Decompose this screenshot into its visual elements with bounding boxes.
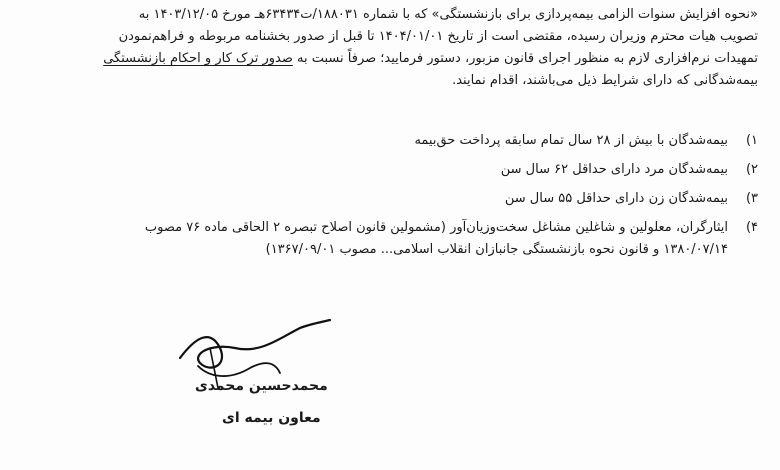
paragraph-line: تصویب هیات محترم وزیران رسیده، مقتضی است از تاریخ ۱۴۰۴/۰۱/۰۱ تا قبل از صدور بخشنامه مربوطه و فراهم‌نمودن [118, 29, 758, 44]
item-text: بیمه‌شدگان زن دارای حداقل ۵۵ سال سن [504, 191, 728, 206]
list-item [18, 188, 758, 210]
item-number: ۳) [745, 191, 758, 206]
item-number: ۱) [745, 133, 758, 148]
paragraph-line: «نحوه افزایش سنوات الزامی بیمه‌پردازی برای بازنشستگی» که با شماره ۱۸۸۰۳۱/ت۶۳۴۳۴هـ مورخ ۱۴۰۳/۱۲/۰۵ به [138, 7, 758, 22]
item-text: بیمه‌شدگان با بیش از ۲۸ سال تمام سابقه پرداخت حق‌بیمه [414, 133, 728, 148]
paragraph-line: بیمه‌شدگانی که دارای شرایط ذیل می‌باشند، اقدام نمایند. [452, 73, 758, 88]
signatory-title: معاون بیمه ای [222, 410, 321, 426]
item-number: ۲) [745, 162, 758, 177]
list-item [18, 130, 758, 152]
signatory-name: محمدحسین محمدی [195, 378, 328, 394]
paragraph-line [18, 48, 758, 70]
list-item [18, 159, 758, 181]
underlined-phrase: صدور ترک کار و احکام بازنشستگی [103, 51, 293, 66]
paragraph-text: تمهیدات نرم‌افزاری لازم به منظور اجرای قانون مزبور، دستور فرمایید؛ صرفاً نسبت به [292, 51, 758, 66]
item-line: ایثارگران، معلولین و شاغلین مشاغل سخت‌وزیان‌آور (مشمولین قانون اصلاح تبصره ۲ الحاقی ماده ۷۶ مصوب [144, 220, 728, 235]
item-text [18, 217, 728, 261]
item-line: ۱۳۸۰/۰۷/۱۴ و قانون نحوه بازنشستگی جانبازان انقلاب اسلامی... مصوب ۱۳۶۷/۰۹/۰۱) [265, 242, 728, 257]
item-number: ۴) [745, 220, 758, 235]
list-item [18, 217, 758, 261]
item-text: بیمه‌شدگان مرد دارای حداقل ۶۲ سال سن [500, 162, 728, 177]
body-paragraph [18, 4, 758, 92]
conditions-list [18, 130, 758, 268]
